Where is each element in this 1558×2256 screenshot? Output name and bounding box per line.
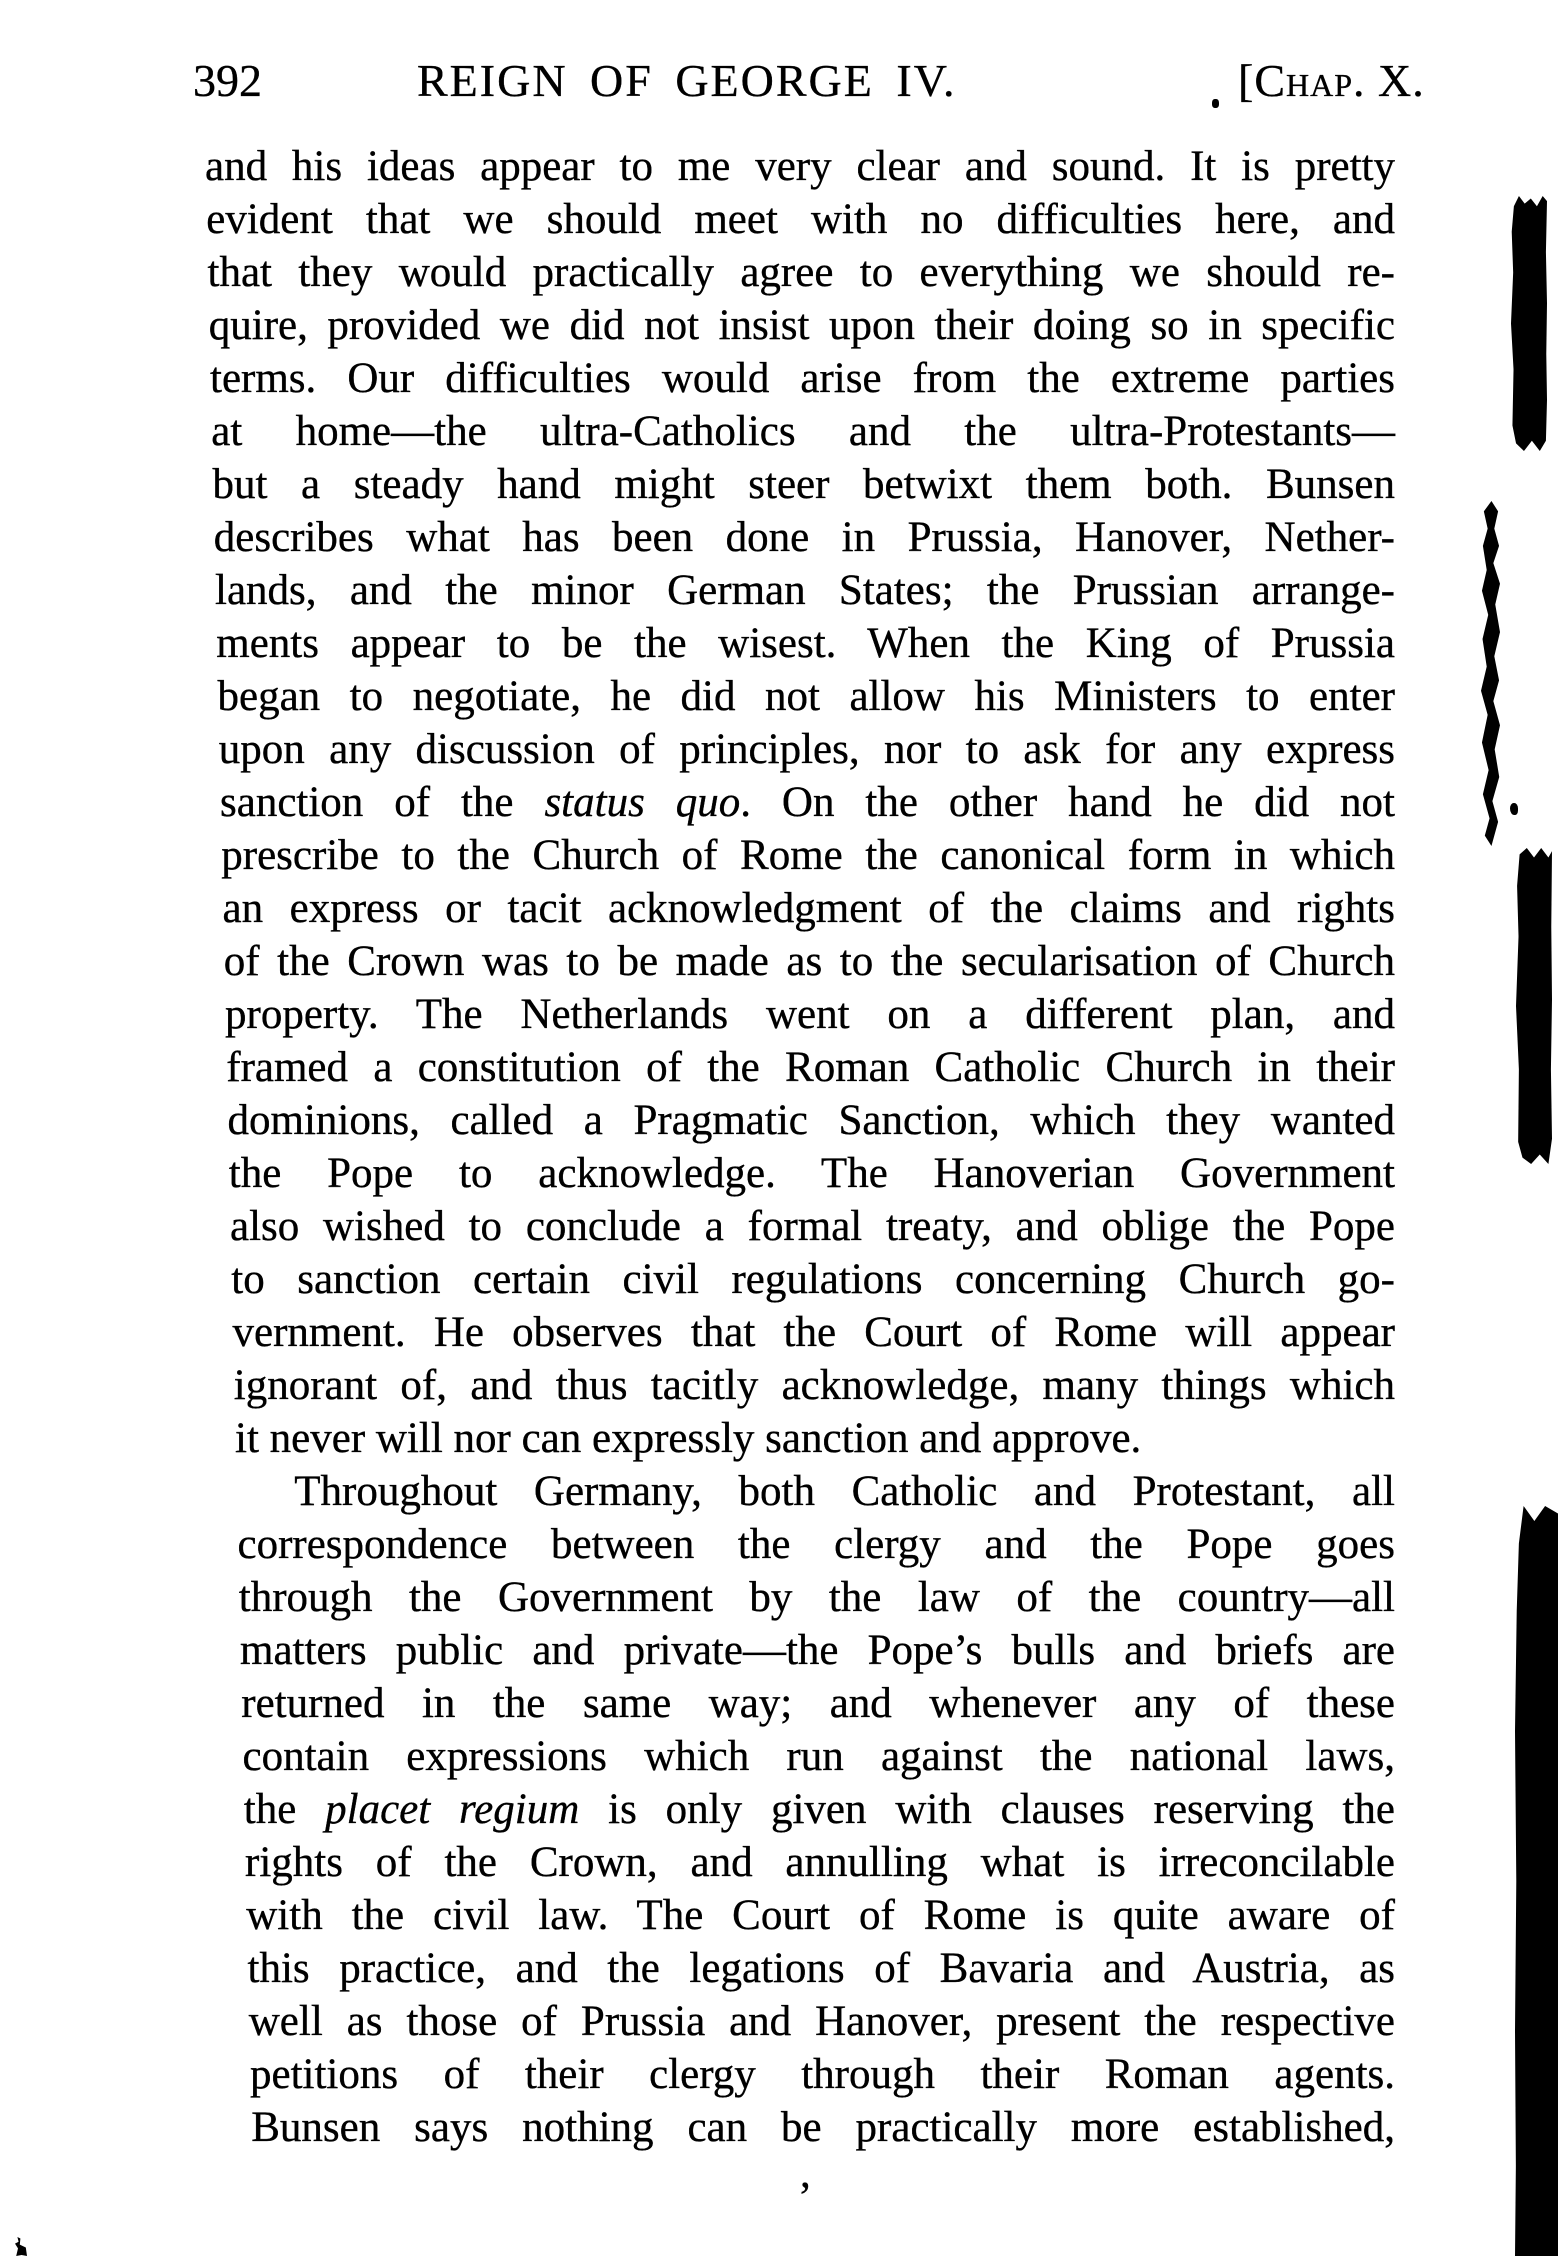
text-line: it never will nor can expressly sanction and approve. (235, 1415, 1142, 1462)
text-line: returned in the same way; and whenever any of these (241, 1680, 1395, 1727)
ink-blob-artifact-middle (1516, 848, 1552, 1164)
text-line: prescribe to the Church of Rome the canonical form in which (221, 832, 1395, 879)
text-line: lands, and the minor German States; the Prussian arrange- (215, 567, 1395, 614)
chapter-marker: [Chap. X. (1238, 55, 1425, 106)
body-text (205, 140, 1395, 2154)
text-line: correspondence between the clergy and the Pope goes (237, 1521, 1395, 1568)
text-line: but a steady hand might steer betwixt them both. Bunsen (212, 461, 1395, 508)
page-header (0, 55, 1558, 108)
text-line: began to negotiate, he did not allow his Ministers to enter (217, 673, 1395, 720)
text-line: petitions of their clergy through their Roman agents. (250, 2051, 1395, 2098)
text-line: that they would practically agree to everything we should re- (207, 249, 1395, 296)
text-line: ignorant of, and thus tacitly acknowledge, many things which (233, 1362, 1395, 1409)
text-line: evident that we should meet with no difficulties here, and (206, 196, 1395, 243)
ink-speck-bottom-left (15, 2237, 27, 2256)
text-line: and his ideas appear to me very clear and sound. It is pretty (205, 143, 1395, 190)
text-line: describes what has been done in Prussia, Hanover, Nether- (213, 514, 1395, 561)
text-line: well as those of Prussia and Hanover, present the respective (248, 1998, 1395, 2045)
text-line: sanction of the status quo. On the other hand he did not (220, 779, 1395, 826)
text-line: dominions, called a Pragmatic Sanction, which they wanted (227, 1097, 1395, 1144)
text-line: vernment. He observes that the Court of Rome will appear (232, 1309, 1395, 1356)
text-line: framed a constitution of the Roman Catholic Church in their (226, 1044, 1395, 1091)
ink-streak-artifact (1481, 501, 1500, 846)
text-line: upon any discussion of principles, nor to ask for any express (218, 726, 1395, 773)
text-line: with the civil law. The Court of Rome is quite aware of (246, 1892, 1395, 1939)
text-line: ments appear to be the wisest. When the King of Prussia (216, 620, 1395, 667)
text-line: quire, provided we did not insist upon their doing so in specific (208, 302, 1395, 349)
text-line: rights of the Crown, and annulling what is irreconcilable (245, 1839, 1395, 1886)
page-number: 392 (193, 55, 262, 106)
text-line: of the Crown was to be made as to the secularisation of Church (223, 938, 1395, 985)
text-line: also wished to conclude a formal treaty, and oblige the Pope (230, 1203, 1395, 1250)
text-line: contain expressions which run against the national laws, (242, 1733, 1395, 1780)
text-line: the placet regium is only given with clauses reserving the (243, 1786, 1395, 1833)
ink-blob-artifact-bottom (1515, 1506, 1558, 2256)
text-line: an express or tacit acknowledgment of the claims and rights (222, 885, 1395, 932)
text-line: terms. Our difficulties would arise from the extreme parties (210, 355, 1395, 402)
stray-comma-mark: , (800, 2150, 811, 2197)
text-line: through the Government by the law of the country—all (238, 1574, 1395, 1621)
text-line: Bunsen says nothing can be practically more established, (251, 2104, 1395, 2151)
ink-speck-artifact (1212, 99, 1219, 108)
text-line: property. The Netherlands went on a different plan, and (225, 991, 1395, 1038)
ink-dot-artifact (1510, 803, 1518, 815)
text-line: matters public and private—the Pope’s bulls and briefs are (240, 1627, 1395, 1674)
running-title: REIGN OF GEORGE IV. (417, 55, 957, 106)
text-line: Throughout Germany, both Catholic and Protestant, all (294, 1468, 1395, 1515)
ink-blob-artifact-top (1511, 196, 1547, 451)
text-line: the Pope to acknowledge. The Hanoverian Government (228, 1150, 1395, 1197)
text-line: to sanction certain civil regulations concerning Church go- (231, 1256, 1395, 1303)
text-line: at home—the ultra-Catholics and the ultra-Protestants— (211, 408, 1395, 455)
text-line: this practice, and the legations of Bavaria and Austria, as (247, 1945, 1395, 1992)
